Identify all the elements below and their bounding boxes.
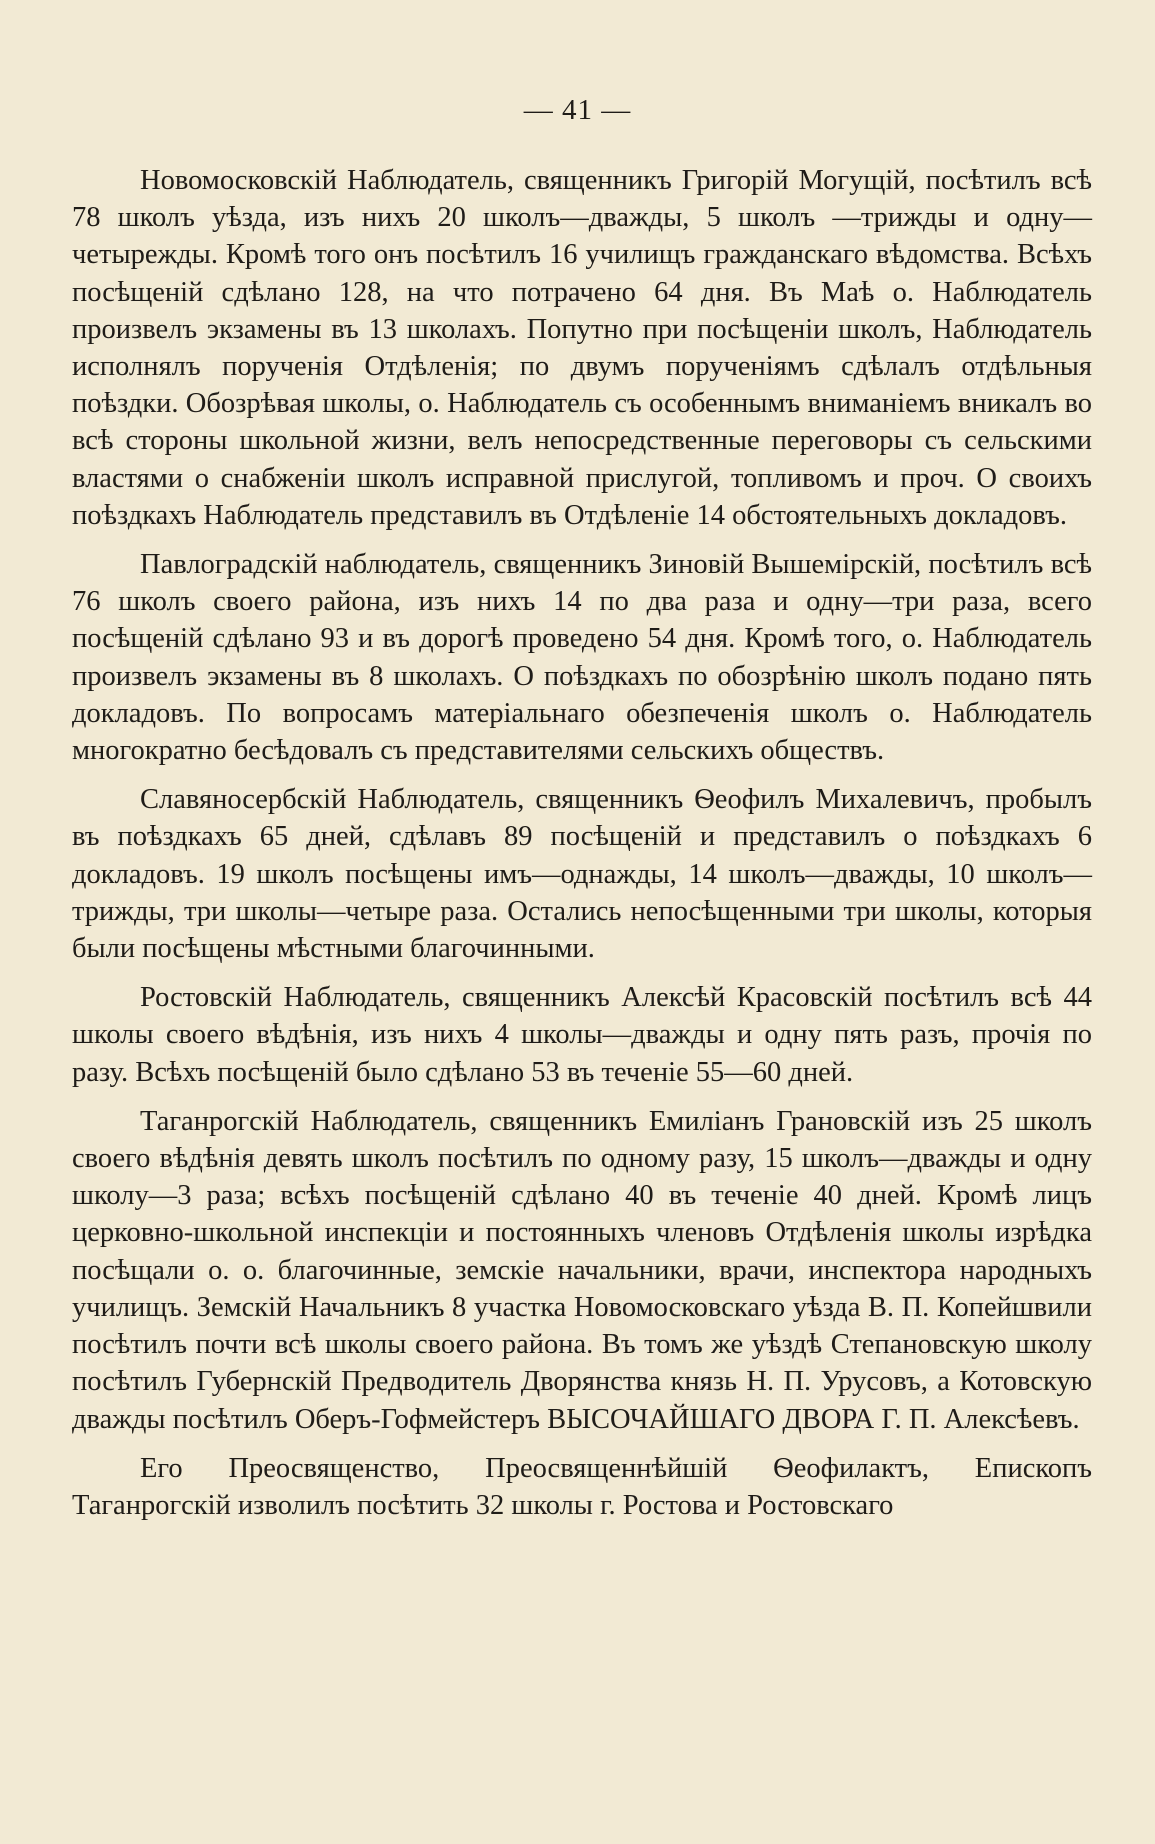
- paragraph-taganrog: Таганрогскій Наблюдатель, священникъ Емиліанъ Грановскій изъ 25 школъ своего вѣдѣнія девять школъ посѣтилъ по одному разу, 15 школъ—дважды и одну школу—3 раза; всѣхъ посѣщеній сдѣлано 40 въ теченіе 40 дней. Кромѣ лицъ церковно-школьной инспекціи и постоянныхъ членовъ Отдѣленія школы изрѣдка посѣщали о. о. благочинные, земскіе начальники, врачи, инспектора народныхъ училищъ. Земскій Начальникъ 8 участка Новомосковскаго уѣзда В. П. Копейшвили посѣтилъ почти всѣ школы своего района. Въ томъ же уѣздѣ Степановскую школу посѣтилъ Губернскій Предводитель Дворянства князь Н. П. Урусовъ, а Котовскую дважды посѣтилъ Оберъ-Гофмейстеръ ВЫСОЧАЙШАГО ДВОРА Г. П. Алексѣевъ.: [72, 1105, 1092, 1435]
- page-number: — 41 —: [523, 94, 632, 126]
- paragraph-slavyanoserbsk: Славяносербскій Наблюдатель, священникъ Ѳеофилъ Михалевичъ, пробылъ въ поѣздкахъ 65 дней, сдѣлавъ 89 посѣщеній и представилъ о поѣздкахъ 6 докладовъ. 19 школъ посѣщены имъ—однажды, 14 школъ—дважды, 10 школъ—трижды, три школы—четыре раза. Остались непосѣщенными три школы, которыя были посѣщены мѣстными благочинными.: [72, 784, 1092, 965]
- paragraph-rostov: Ростовскій Наблюдатель, священникъ Алексѣй Красовскій посѣтилъ всѣ 44 школы своего вѣдѣнія, изъ нихъ 4 школы—дважды и одну пять разъ, прочія по разу. Всѣхъ посѣщеній было сдѣлано 53 въ теченіе 55—60 дней.: [72, 982, 1092, 1088]
- paragraph-pavlograd: Павлоградскій наблюдатель, священникъ Зиновій Вышемірскій, посѣтилъ всѣ 76 школъ своего района, изъ нихъ 14 по два раза и одну—три раза, всего посѣщеній сдѣлано 93 и въ дорогѣ проведено 54 дня. Кромѣ того, о. Наблюдатель произвелъ экзамены въ 8 школахъ. О поѣздкахъ по обозрѣнію школъ подано пять докладовъ. По вопросамъ матеріальнаго обезпеченія школъ о. Наблюдатель многократно бесѣдовалъ съ представителями сельскихъ обществъ.: [72, 549, 1092, 767]
- paragraph-bishop-visit: Его Преосвященство, Преосвященнѣйшій Ѳеофилактъ, Епископъ Таганрогскій изволилъ посѣтить 32 школы г. Ростова и Ростовскаго: [72, 1452, 1092, 1521]
- paragraph-novomoskovsk: Новомосковскій Наблюдатель, священникъ Григорій Могущій, посѣтилъ всѣ 78 школъ уѣзда, изъ нихъ 20 школъ—дважды, 5 школъ —трижды и одну—четырежды. Кромѣ того онъ посѣтилъ 16 училищъ гражданскаго вѣдомства. Всѣхъ посѣщеній сдѣлано 128, на что потрачено 64 дня. Въ Маѣ о. Наблюдатель произвелъ экзамены въ 13 школахъ. Попутно при посѣщеніи школъ, Наблюдатель исполнялъ порученія Отдѣленія; по двумъ порученіямъ сдѣлалъ отдѣльныя поѣздки. Обозрѣвая школы, о. Наблюдатель съ особеннымъ вниманіемъ вникалъ во всѣ стороны школьной жизни, велъ непосредственные переговоры съ сельскими властями о снабженіи школъ исправной прислугой, топливомъ и проч. О своихъ поѣздкахъ Наблюдатель представилъ въ Отдѣленіе 14 обстоятельныхъ докладовъ.: [72, 165, 1092, 531]
- body-text: [72, 162, 1092, 1536]
